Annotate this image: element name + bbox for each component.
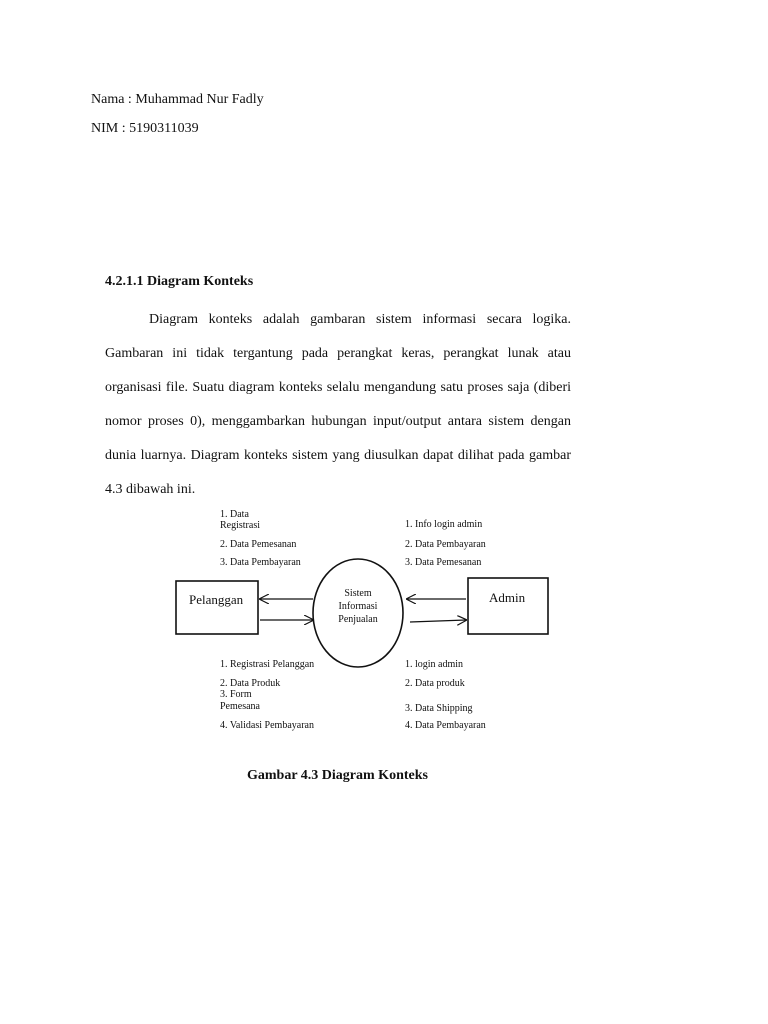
section-heading: 4.2.1.1 Diagram Konteks <box>105 274 254 289</box>
flow-label-bottom-left-3b: Pemesana <box>220 701 260 712</box>
pelanggan-entity-box <box>176 581 258 634</box>
pelanggan-entity-label: Pelanggan <box>189 592 244 607</box>
flow-label-top-left-2: 2. Data Pemesanan <box>220 539 297 550</box>
flow-label-bottom-left-3a: 3. Form <box>220 689 252 700</box>
flow-label-bottom-left-2: 2. Data Produk <box>220 678 281 689</box>
student-nim-line: NIM : 5190311039 <box>91 121 199 136</box>
process-label-line-3: Penjualan <box>338 614 378 625</box>
admin-entity-box <box>468 578 548 634</box>
flow-label-top-left-1b: Registrasi <box>220 520 260 531</box>
flow-label-bottom-left-4: 4. Validasi Pembayaran <box>220 720 314 731</box>
flow-label-bottom-left-1: 1. Registrasi Pelanggan <box>220 659 315 670</box>
flow-label-bottom-right-4: 4. Data Pembayaran <box>405 720 486 731</box>
student-name-line: Nama : Muhammad Nur Fadly <box>91 92 264 107</box>
flow-label-bottom-right-2: 2. Data produk <box>405 678 465 689</box>
flow-label-top-right-2: 2. Data Pembayaran <box>405 539 486 550</box>
admin-entity-label: Admin <box>489 590 526 605</box>
flow-label-bottom-right-3: 3. Data Shipping <box>405 703 473 714</box>
arrow-process-to-admin <box>410 620 466 622</box>
figure-caption: Gambar 4.3 Diagram Konteks <box>247 768 428 783</box>
flow-label-top-left-3: 3. Data Pembayaran <box>220 557 301 568</box>
process-label-line-2: Informasi <box>338 601 378 612</box>
section-paragraph: Diagram konteks adalah gambaran sistem informasi secara logika. Gambaran ini tidak tergantung pada perangkat keras, perangkat lunak atau organisasi file. Suatu diagram konteks selalu mengandung satu proses saja (diberi nomor proses 0), menggambarkan hubungan input/output antara sistem dengan dunia luarnya. Diagram konteks sistem yang diusulkan dapat dilihat pada gambar 4.3 dibawah ini. <box>105 312 571 497</box>
flow-label-bottom-right-1: 1. login admin <box>405 659 464 670</box>
flow-label-top-right-1: 1. Info login admin <box>405 519 483 530</box>
process-ellipse <box>313 559 403 667</box>
flow-label-top-right-3: 3. Data Pemesanan <box>405 557 482 568</box>
flow-label-top-left-1a: 1. Data <box>220 509 249 520</box>
process-label-line-1: Sistem <box>344 588 372 599</box>
